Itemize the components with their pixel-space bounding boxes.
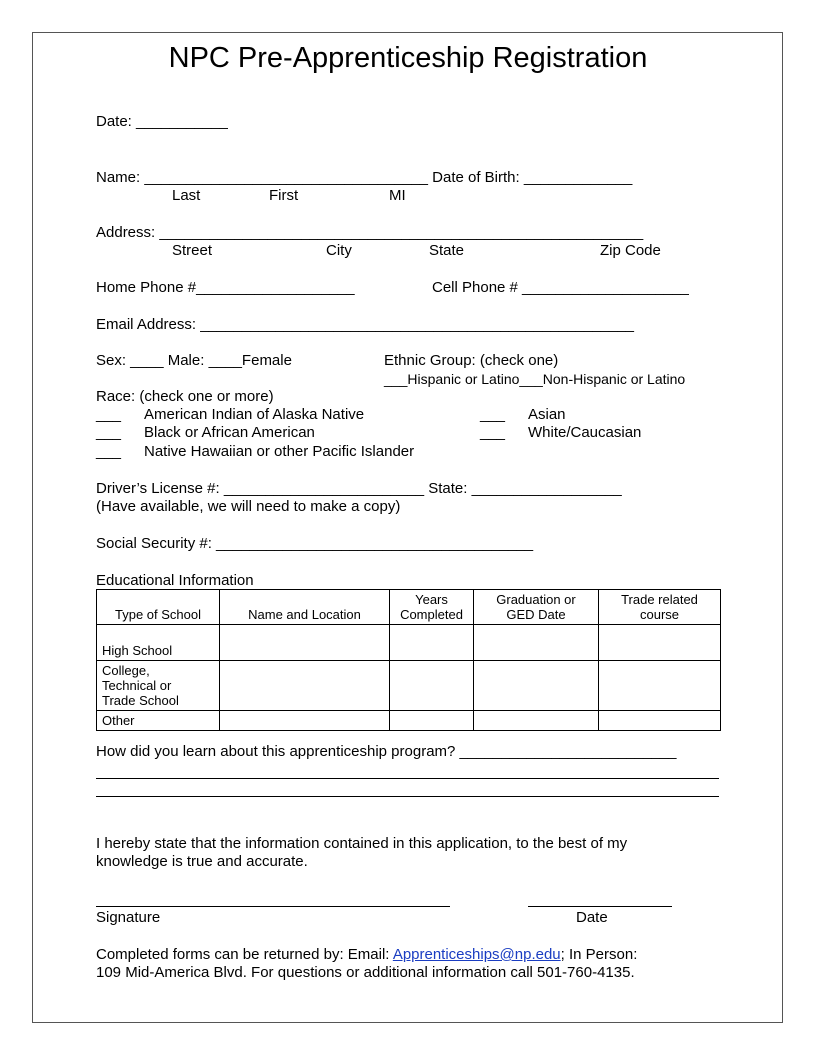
ssn-field[interactable]: Social Security #: ______________________________________ [96, 535, 534, 552]
learn-about-field[interactable]: How did you learn about this apprenticeship program? __________________________ [96, 743, 677, 760]
race-blank-black[interactable]: ___ [96, 424, 122, 441]
drivers-license-field[interactable]: Driver’s License #: ________________________ State: __________________ [96, 480, 622, 497]
address-city-label: City [326, 242, 352, 259]
ethnic-options[interactable]: ___Hispanic or Latino___Non-Hispanic or Latino [384, 371, 686, 387]
signature-line[interactable] [96, 906, 450, 907]
name-last-label: Last [172, 187, 201, 204]
header-type-of-school: Type of School [97, 590, 220, 625]
header-graduation-date: Graduation or GED Date [474, 590, 599, 625]
race-hawaiian-label: Native Hawaiian or other Pacific Islander [144, 443, 415, 460]
race-blank-asian[interactable]: ___ [480, 406, 506, 423]
ethnic-group-title: Ethnic Group: (check one) [384, 352, 559, 369]
header-years-completed: Years Completed [390, 590, 474, 625]
address-street-label: Street [172, 242, 213, 259]
education-table [96, 589, 721, 731]
other-name-cell[interactable] [220, 711, 390, 731]
race-black-label: Black or African American [144, 424, 315, 441]
table-row [97, 625, 721, 661]
signature-date-line[interactable] [528, 906, 672, 907]
other-grad-cell[interactable] [474, 711, 599, 731]
email-field[interactable]: Email Address: ____________________________________________________ [96, 316, 635, 333]
statement-line-1: I hereby state that the information contained in this application, to the best of my [96, 835, 628, 852]
address-zip-label: Zip Code [600, 242, 661, 259]
cell-phone-field[interactable]: Cell Phone # ____________________ [432, 279, 689, 296]
education-title: Educational Information [96, 572, 254, 589]
signature-label: Signature [96, 909, 161, 926]
address-field[interactable]: Address: __________________________________________________________ [96, 224, 644, 241]
sex-field[interactable]: Sex: ____ Male: ____Female [96, 352, 292, 369]
date-field[interactable]: Date: ___________ [96, 113, 228, 130]
drivers-license-note: (Have available, we will need to make a copy) [96, 498, 401, 515]
education-header-row [97, 590, 721, 625]
race-title: Race: (check one or more) [96, 388, 274, 405]
high-school-years-cell[interactable] [390, 625, 474, 661]
college-name-cell[interactable] [220, 661, 390, 711]
table-row [97, 661, 721, 711]
race-blank-white[interactable]: ___ [480, 424, 506, 441]
race-blank-american-indian[interactable]: ___ [96, 406, 122, 423]
name-mi-label: MI [389, 187, 406, 204]
college-years-cell[interactable] [390, 661, 474, 711]
college-grad-cell[interactable] [474, 661, 599, 711]
row-college-label: College, Technical or Trade School [97, 661, 220, 711]
footer-contact-info: 109 Mid-America Blvd. For questions or additional information call 501-760-4135. [96, 964, 635, 981]
high-school-trade-cell[interactable] [599, 625, 721, 661]
footer-return-info [96, 947, 637, 962]
high-school-name-cell[interactable] [220, 625, 390, 661]
home-phone-field[interactable]: Home Phone #___________________ [96, 279, 355, 296]
race-american-indian-label: American Indian of Alaska Native [144, 406, 365, 423]
form-title: NPC Pre-Apprenticeship Registration [168, 42, 648, 74]
college-trade-cell[interactable] [599, 661, 721, 711]
footer-return-text: Completed forms can be returned by: Email: [96, 946, 393, 963]
row-high-school-label: High School [97, 625, 220, 661]
race-blank-hawaiian[interactable]: ___ [96, 443, 122, 460]
header-name-location: Name and Location [220, 590, 390, 625]
name-dob-field[interactable]: Name: __________________________________ Date of Birth: _____________ [96, 169, 633, 186]
email-link[interactable]: Apprenticeships@np.edu [392, 946, 561, 963]
statement-line-2: knowledge is true and accurate. [96, 853, 308, 870]
race-white-label: White/Caucasian [528, 424, 642, 441]
learn-about-line-2[interactable] [96, 778, 719, 779]
race-asian-label: Asian [528, 406, 566, 423]
other-trade-cell[interactable] [599, 711, 721, 731]
high-school-grad-cell[interactable] [474, 625, 599, 661]
row-other-label: Other [97, 711, 220, 731]
other-years-cell[interactable] [390, 711, 474, 731]
address-state-label: State [429, 242, 465, 259]
footer-in-person-text: ; In Person: [560, 946, 638, 963]
signature-date-label: Date [576, 909, 608, 926]
name-first-label: First [269, 187, 299, 204]
header-trade-course: Trade related course [599, 590, 721, 625]
learn-about-line-3[interactable] [96, 796, 719, 797]
table-row [97, 711, 721, 731]
